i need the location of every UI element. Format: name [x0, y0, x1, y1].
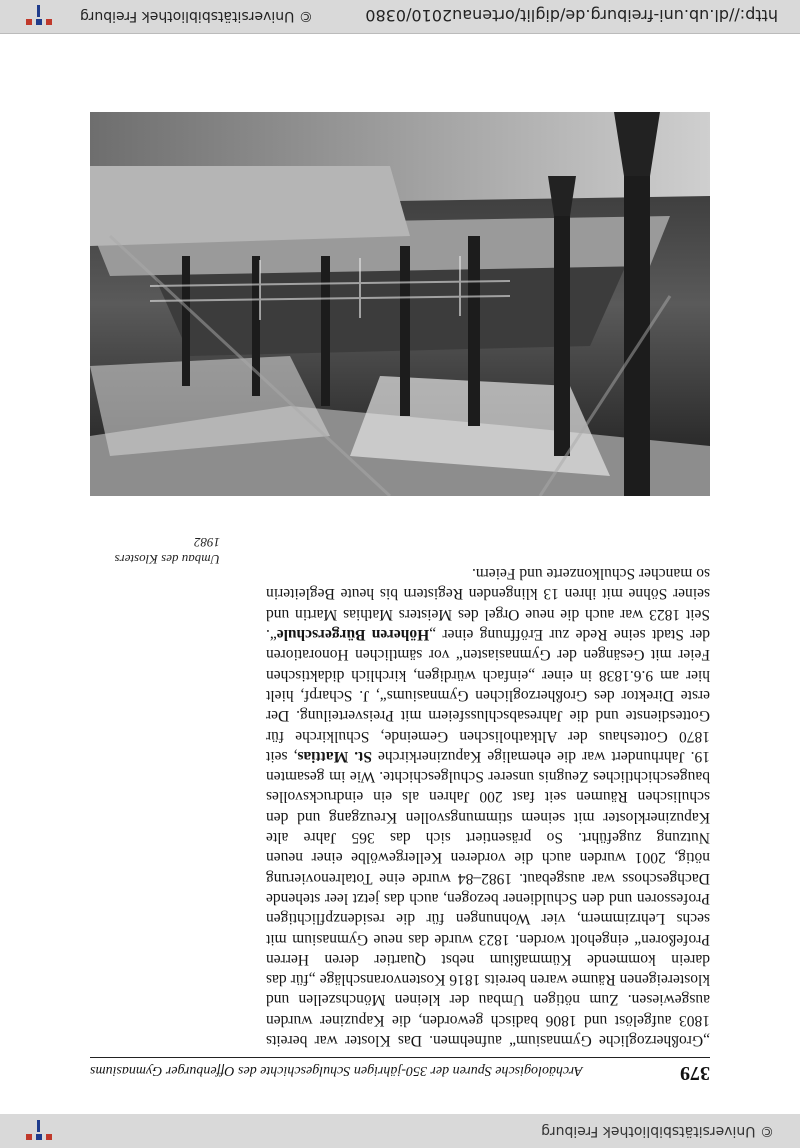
figure-caption [90, 534, 220, 568]
library-notice-top: © Universitätsbibliothek Freiburg [541, 1123, 774, 1139]
page-number: 379 [680, 1062, 710, 1084]
caption-year: 1982 [194, 535, 220, 550]
body-text-part-3: “. Seit 1823 war auch die neue Orgel des Meisters Mathias Martin und seiner Söhne mit ihren 13 klingenden Registern bis heute Begleiterin so mancher Schulkonzerte und Feiern. [265, 565, 710, 644]
school-name: Höheren Bürgerschule [276, 626, 430, 644]
body-text-part-1: „Großherzogliche Gymnasium“ aufnehmen. Das Kloster war bereits 1803 aufgelöst und 1806 badisch geworden, die Kapuziner wurden ausgewiesen. Zum nötigen Umbau der kleinen Mönchszellen und klostereigenen Räume waren bereits 1816 Kostenvoranschläge „für das darein kommende Kümmaßium nebst Quartier deren Herren Profeßoren“ eingeholt worden. 1823 wurde das neue Gymnasium mit sechs Lehrzimmern, vier Wohnungen für die residenzpflichtigen Professoren und den Schuldiener bezogen, auch das jetzt leer stehende Dachgeschoss war ausgebaut. 1982–84 wurde eine Totalrenovierung nötig, 2001 wurden auch die vorderen Kellergewölbe einer neuen Nutzung zugeführt. So präsentiert sich das 365 Jahre alte Kapuzinerkloster mit seinem stimmungsvollen Kreuzgang und den schulischen Räumen seit fast 200 Jahren als ein eindrucksvolles baugeschichtliches Zeugnis unserer Schulgeschichte. Wie im gesamten 19. Jahrhundert war die ehemalige Kapuzinerkirche [266, 747, 710, 1049]
running-header [90, 1057, 710, 1084]
church-name: St. Mattias [297, 747, 372, 765]
library-banner-bottom [0, 0, 800, 34]
university-logo-icon [20, 1118, 54, 1144]
running-title: Archäologische Spuren der 350-jährigen Schulgeschichte des Offenburger Gymnasiums [90, 1063, 583, 1078]
library-notice-bottom: © Universitätsbibliothek Freiburg [80, 8, 313, 24]
source-url-link[interactable]: http://dl.ub.uni-freiburg.de/diglit/ortenau2010/0380 [365, 6, 778, 25]
university-logo-icon [20, 3, 54, 29]
caption-title: Umbau des Klosters [114, 552, 220, 567]
body-text-part-2: , seit 1870 Gotteshaus der Altkatholischen Gemeinde, Schulkirche für Gottesdienste und die Jahresabschlussfeiern mit Preisverteilung. Der erste Direktor des Großherzoglichen Gymnasiums“, J. Scharpf, hielt hier am 9.6.1838 in einer „einfach würdigen, kirchlich didaktischen Feier mit Gesängen der Gymnasiasten“ vor sämtlichen Honoratioren der Stadt seine Rede zur Eröffnung einer „ [265, 626, 710, 765]
renovation-photo [90, 112, 710, 496]
library-banner-top [0, 1114, 800, 1148]
body-paragraph [266, 563, 710, 1050]
